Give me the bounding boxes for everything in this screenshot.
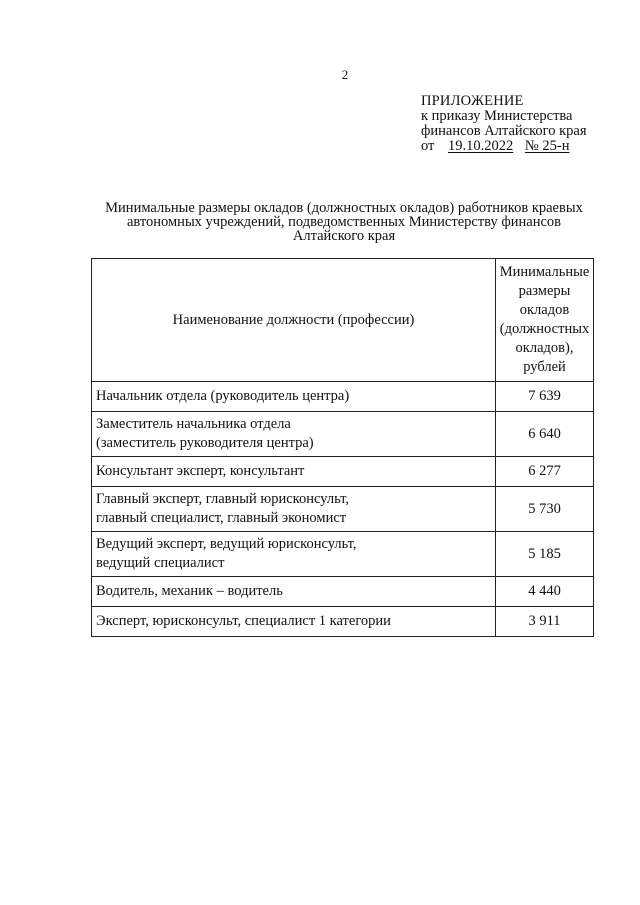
row-position <box>92 457 496 487</box>
table-header-row <box>92 259 594 382</box>
row-position-line: Консультант эксперт, консультант <box>96 463 305 479</box>
row-position <box>92 577 496 607</box>
row-position <box>92 487 496 532</box>
appendix-block <box>421 94 587 154</box>
table-row <box>92 382 594 412</box>
header-salary <box>496 259 594 382</box>
appendix-title: ПРИЛОЖЕНИЕ <box>421 93 524 109</box>
appendix-line-2: финансов Алтайского края <box>421 123 587 139</box>
row-position <box>92 607 496 637</box>
document-title <box>92 201 596 243</box>
document-title-line-1: Минимальные размеры окладов (должностных окладов) работников краевых <box>105 200 583 216</box>
row-salary: 3 911 <box>496 607 594 637</box>
row-position <box>92 532 496 577</box>
table-row <box>92 577 594 607</box>
header-salary-line: окладов <box>519 302 570 318</box>
row-position-line: Водитель, механик – водитель <box>96 583 283 599</box>
salary-table <box>91 258 594 637</box>
header-salary-line: рублей <box>523 359 566 375</box>
row-salary: 5 185 <box>496 532 594 577</box>
row-salary: 6 277 <box>496 457 594 487</box>
table-row <box>92 412 594 457</box>
header-salary-line: размеры <box>518 283 571 299</box>
order-prefix: от <box>421 138 435 154</box>
order-date: 19.10.2022 <box>448 138 514 154</box>
row-position-line: Ведущий эксперт, ведущий юрисконсульт, <box>96 536 357 552</box>
row-position-line: (заместитель руководителя центра) <box>96 435 314 451</box>
table-row <box>92 487 594 532</box>
row-salary: 4 440 <box>496 577 594 607</box>
row-salary: 7 639 <box>496 382 594 412</box>
appendix-line-1: к приказу Министерства <box>421 108 573 124</box>
row-position <box>92 412 496 457</box>
header-salary-line: (должностных <box>499 321 590 337</box>
header-salary-line: Минимальные <box>499 264 590 280</box>
row-position-line: ведущий специалист <box>96 555 225 571</box>
row-salary: 6 640 <box>496 412 594 457</box>
row-position-line: Начальник отдела (руководитель центра) <box>96 388 350 404</box>
table-row <box>92 457 594 487</box>
row-position-line: Главный эксперт, главный юрисконсульт, <box>96 491 350 507</box>
row-position-line: Эксперт, юрисконсульт, специалист 1 категории <box>96 613 391 629</box>
order-number: № 25-н <box>524 138 570 154</box>
document-title-line-2: автономных учреждений, подведомственных Министерству финансов <box>126 214 562 230</box>
header-position: Наименование должности (профессии) <box>92 259 496 382</box>
table-row <box>92 607 594 637</box>
row-position <box>92 382 496 412</box>
row-position-line: главный специалист, главный экономист <box>96 510 347 526</box>
header-salary-line: окладов), <box>515 340 574 356</box>
row-salary: 5 730 <box>496 487 594 532</box>
page-number: 2 <box>341 67 349 82</box>
document-title-line-3: Алтайского края <box>292 228 396 244</box>
order-line <box>421 139 587 154</box>
table-row <box>92 532 594 577</box>
row-position-line: Заместитель начальника отдела <box>96 416 291 432</box>
